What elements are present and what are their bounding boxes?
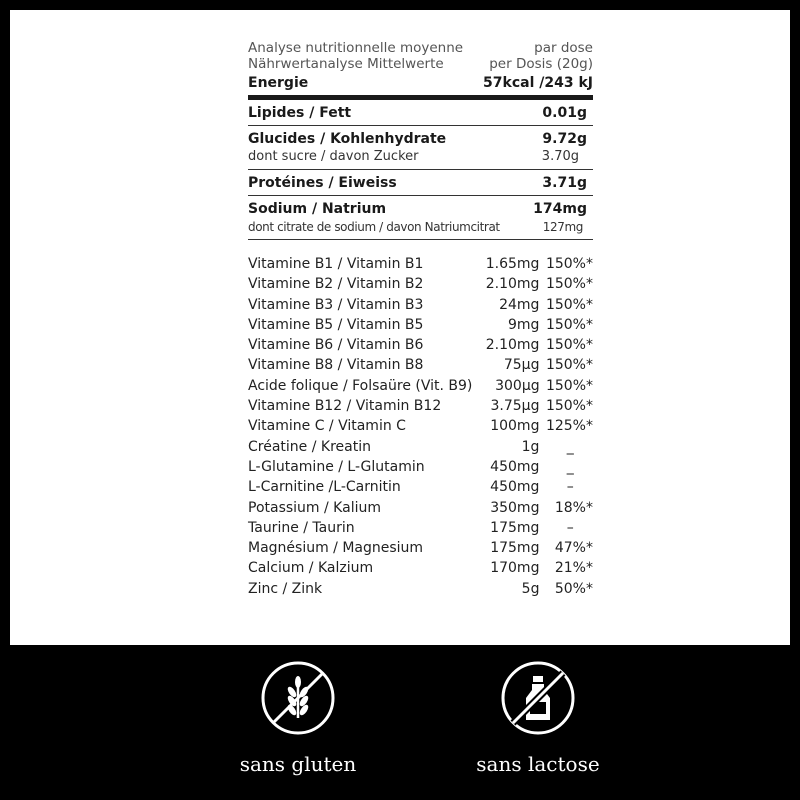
sodium-citrate-value: 127mg <box>542 220 583 234</box>
sodium-citrate-label: dont citrate de sodium / davon Natriumcitrat <box>248 220 500 234</box>
vitamin-row <box>248 457 593 477</box>
nutrient-percent: – <box>566 479 574 496</box>
nutrient-percent: 150%* <box>545 357 593 374</box>
nutrient-amount: 170mg <box>490 560 540 577</box>
nutrient-amount: 175mg <box>490 540 540 557</box>
fat-section <box>248 100 593 126</box>
nutrient-percent: 50%* <box>554 580 593 597</box>
nutrient-name: Zinc / Zink <box>248 580 323 597</box>
nutrient-name: Vitamine C / Vitamin C <box>248 418 406 435</box>
gluten-free-badge <box>178 660 418 776</box>
nutrient-amount: 350mg <box>490 499 540 516</box>
nutrient-percent: – <box>566 519 574 536</box>
vitamin-row <box>248 376 593 396</box>
carbs-section <box>248 126 593 170</box>
vitamin-row <box>248 416 593 436</box>
sugar-label: dont sucre / davon Zucker <box>248 149 419 164</box>
carbs-value: 9.72g <box>542 131 587 147</box>
nutrient-name: Créatine / Kreatin <box>248 438 371 455</box>
nutrient-percent: 150%* <box>545 337 593 354</box>
nutrient-percent: 150%* <box>545 316 593 333</box>
table-header <box>248 40 593 72</box>
nutrient-name: Vitamine B3 / Vitamin B3 <box>248 296 424 313</box>
nutrient-amount: 450mg <box>490 458 540 475</box>
sugar-value: 3.70g <box>541 149 579 164</box>
energy-value: 57kcal /243 kJ <box>483 75 593 91</box>
vitamin-row <box>248 396 593 416</box>
vitamin-list <box>248 254 593 599</box>
nutrient-percent: 18%* <box>554 499 593 516</box>
nutrient-percent: _ <box>566 458 574 475</box>
nutrient-name: Vitamine B8 / Vitamin B8 <box>248 357 424 374</box>
sodium-label: Sodium / Natrium <box>248 201 387 217</box>
nutrient-amount: 3.75µg <box>490 398 540 415</box>
nutrient-percent: 150%* <box>545 296 593 313</box>
nutrient-name: Vitamine B6 / Vitamin B6 <box>248 337 424 354</box>
vitamin-row <box>248 477 593 497</box>
vitamin-row <box>248 274 593 294</box>
protein-value: 3.71g <box>542 175 587 191</box>
lactose-free-badge <box>418 660 658 776</box>
no-wheat-icon <box>260 660 336 736</box>
nutrient-percent: 150%* <box>545 276 593 293</box>
energy-row <box>248 74 593 100</box>
nutrient-amount: 450mg <box>490 479 540 496</box>
nutrient-amount: 5g <box>521 580 540 597</box>
nutrient-name: Taurine / Taurin <box>248 519 355 536</box>
nutrient-amount: 100mg <box>490 418 540 435</box>
nutrient-percent: 150%* <box>545 398 593 415</box>
vitamin-row <box>248 558 593 578</box>
lactose-free-caption: sans lactose <box>476 752 600 776</box>
nutrient-amount: 300µg <box>495 377 540 394</box>
vitamin-row <box>248 295 593 315</box>
nutrient-percent: _ <box>566 438 574 455</box>
sodium-value: 174mg <box>533 201 587 217</box>
carbs-label: Glucides / Kohlenhydrate <box>248 131 447 147</box>
vitamin-row <box>248 315 593 335</box>
vitamin-row <box>248 437 593 457</box>
nutrient-name: Vitamine B12 / Vitamin B12 <box>248 398 442 415</box>
vitamin-row <box>248 498 593 518</box>
vitamin-row <box>248 254 593 274</box>
nutrient-amount: 9mg <box>508 316 540 333</box>
nutrient-percent: 47%* <box>554 540 593 557</box>
nutrient-amount: 1.65mg <box>485 256 540 272</box>
nutrition-label <box>248 40 593 599</box>
nutrient-name: Vitamine B2 / Vitamin B2 <box>248 276 424 293</box>
sodium-section <box>248 196 593 240</box>
protein-label: Protéines / Eiweiss <box>248 175 397 191</box>
header-left-line2: Nährwertanalyse Mittelwerte <box>248 56 444 72</box>
nutrient-amount: 75µg <box>503 357 540 374</box>
header-right-line2: per Dosis (20g) <box>489 56 593 72</box>
nutrient-amount: 24mg <box>499 296 540 313</box>
fat-value: 0.01g <box>542 105 587 121</box>
nutrient-name: L-Glutamine / L-Glutamin <box>248 458 425 475</box>
gluten-free-caption: sans gluten <box>239 752 357 776</box>
nutrient-percent: 150%* <box>545 377 593 394</box>
nutrient-name: L-Carnitine /L-Carnitin <box>248 479 401 496</box>
nutrient-name: Vitamine B5 / Vitamin B5 <box>248 316 424 333</box>
no-milk-bottle-icon <box>500 660 576 736</box>
nutrient-amount: 1g <box>521 438 540 455</box>
header-right-line1: par dose <box>534 40 593 56</box>
energy-label: Energie <box>248 75 309 91</box>
fat-label: Lipides / Fett <box>248 105 352 121</box>
nutrient-name: Potassium / Kalium <box>248 499 381 516</box>
nutrient-name: Vitamine B1 / Vitamin B1 <box>248 256 424 272</box>
nutrient-amount: 2.10mg <box>485 276 540 293</box>
nutrient-percent: 21%* <box>554 560 593 577</box>
nutrient-amount: 2.10mg <box>485 337 540 354</box>
nutrient-percent: 150%* <box>545 256 593 272</box>
nutrient-amount: 175mg <box>490 519 540 536</box>
nutrition-panel <box>10 10 790 645</box>
vitamin-row <box>248 518 593 538</box>
protein-section <box>248 170 593 196</box>
nutrient-name: Acide folique / Folsaüre (Vit. B9) <box>248 377 473 394</box>
nutrient-name: Calcium / Kalzium <box>248 560 374 577</box>
vitamin-row <box>248 335 593 355</box>
vitamin-row <box>248 538 593 558</box>
nutrient-name: Magnésium / Magnesium <box>248 540 424 557</box>
nutrient-percent: 125%* <box>545 418 593 435</box>
vitamin-row <box>248 355 593 375</box>
vitamin-row <box>248 579 593 599</box>
header-left-line1: Analyse nutritionnelle moyenne <box>248 40 464 56</box>
